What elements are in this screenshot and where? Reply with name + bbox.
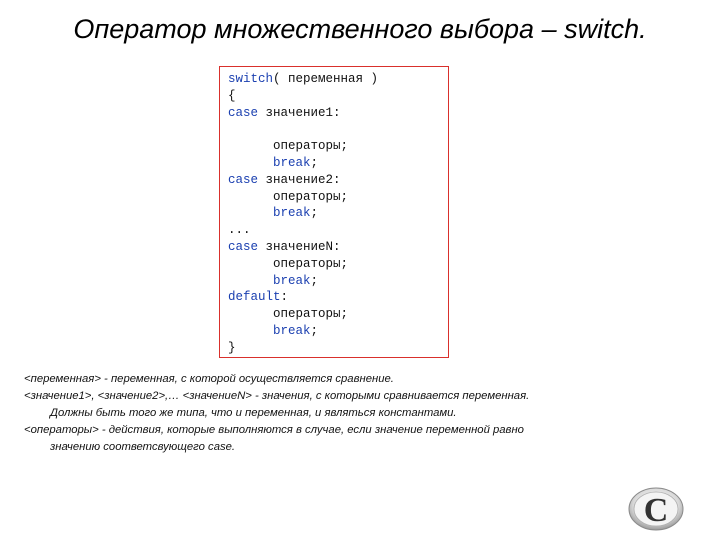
- code-line: [228, 323, 448, 340]
- code-line: [228, 289, 448, 306]
- code-line: [228, 71, 448, 88]
- note-operators: <операторы> - действия, которые выполняются в случае, если значение переменной равно: [24, 424, 524, 436]
- code-text: значение2:: [258, 172, 341, 187]
- code-line: [228, 105, 448, 122]
- code-keyword: case: [228, 172, 259, 187]
- code-block: [219, 66, 449, 358]
- code-line: }: [228, 340, 236, 355]
- code-indent: [228, 324, 273, 338]
- code-text: ;: [310, 323, 319, 338]
- code-text: ;: [310, 273, 319, 288]
- slide-title: Оператор множественного выбора – switch.: [73, 14, 647, 44]
- c-language-logo-icon: [626, 484, 686, 532]
- code-indent: [228, 274, 273, 288]
- code-line: операторы;: [228, 307, 349, 322]
- note-variable: <переменная> - переменная, с которой осуществляется сравнение.: [24, 373, 394, 385]
- code-text: ;: [310, 155, 319, 170]
- code-line: [228, 273, 448, 290]
- code-keyword: case: [228, 239, 259, 254]
- code-line: операторы;: [228, 139, 349, 154]
- code-line: [228, 172, 448, 189]
- note-operators-continued: значению соответсвующего case.: [50, 441, 236, 453]
- explanation-notes: [24, 371, 704, 456]
- code-line: операторы;: [228, 256, 349, 271]
- code-keyword: break: [273, 323, 311, 338]
- note-values: <значение1>, <значение2>,… <значениеN> - значения, с которыми сравнивается переменная.: [24, 390, 530, 402]
- code-text: :: [280, 290, 289, 305]
- code-line: [228, 239, 448, 256]
- code-line: {: [228, 88, 236, 103]
- code-text: значение1:: [258, 105, 341, 120]
- code-indent: [228, 206, 273, 220]
- note-values-continued: Должны быть того же типа, что и переменная, и являться константами.: [50, 407, 457, 419]
- code-keyword: case: [228, 105, 259, 120]
- code-line: операторы;: [228, 189, 349, 204]
- code-keyword: break: [273, 206, 311, 221]
- code-keyword: default: [228, 290, 281, 305]
- code-keyword: break: [273, 155, 311, 170]
- code-keyword: switch: [228, 72, 274, 86]
- code-line: [228, 205, 448, 222]
- code-blank-line: [228, 121, 448, 138]
- code-line: ...: [228, 223, 251, 238]
- code-text: ;: [310, 206, 319, 221]
- code-text: значениеN:: [258, 239, 341, 254]
- code-text: ( переменная ): [273, 72, 379, 86]
- logo-letter: C: [643, 492, 669, 529]
- code-indent: [228, 156, 273, 170]
- code-line: [228, 155, 448, 172]
- code-keyword: break: [273, 273, 311, 288]
